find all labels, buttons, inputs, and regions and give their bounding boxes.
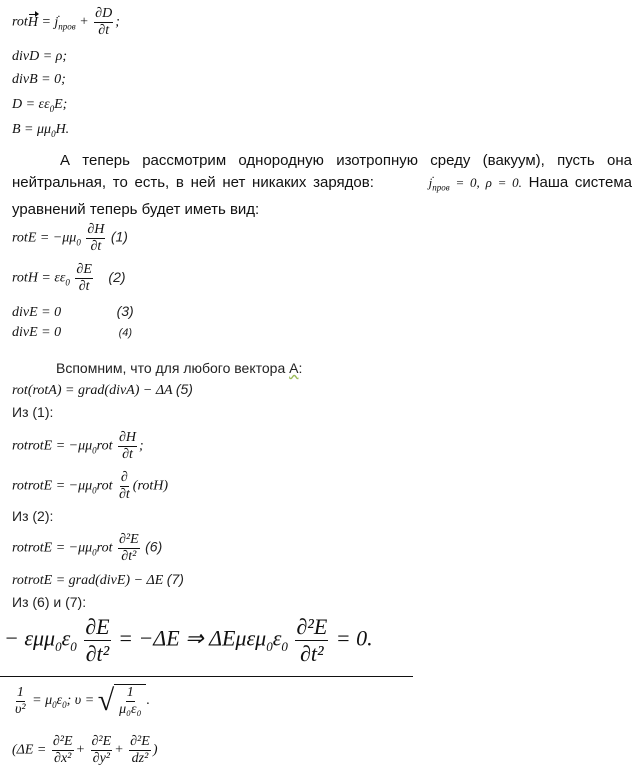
d2-dy2 [91,734,113,767]
equation-number: (7) [166,571,184,587]
subscript: 0 [92,547,97,558]
derivation-step-2 [12,470,168,503]
derivation-step-1 [12,430,144,463]
subscript: 0 [76,237,81,248]
equation-number: (5) [175,381,193,397]
d2-dx2 [52,734,74,767]
equation-number: (2) [108,268,126,285]
rot-h-paren: (rotH) [132,478,169,494]
fraction-numerator: 1 [16,684,24,700]
d-equation: D = εε [12,97,50,112]
fraction-numerator: ∂E [85,614,110,639]
equation-3 [12,303,134,321]
from-1-label [12,404,53,420]
fraction-numerator: ∂ [120,470,128,485]
fraction-numerator: 1 [126,685,134,700]
fraction-denominator: ∂t [118,487,130,502]
equation-number: (3) [116,303,134,319]
fraction-denominator: υ² [15,701,26,717]
equals-sign: = [41,14,51,30]
j-subscript: пров [58,21,76,32]
equation-4 [12,325,132,341]
j-current: . j [54,15,58,31]
separator-rule [0,676,413,677]
maxwell-div-b [12,72,66,88]
step3-fraction [118,532,140,565]
fraction-denominator: ∂x² [54,751,72,766]
b-equation: B = μμ [12,122,52,137]
fraction-denominator: dz² [131,751,149,766]
fraction-numerator: ∂H [87,222,105,237]
subscript: 0 [49,103,55,114]
speed-semi: ; υ = [66,693,95,709]
fraction-denominator: ∂t [90,239,102,254]
step1-fraction [118,430,137,463]
step2-lhs: rotrotE = −μμ [12,478,93,494]
eq2-fraction [75,262,92,295]
fraction-denominator: ∂t² [85,641,110,666]
vector-identity-intro [56,360,302,376]
eq1-lhs: rotE = −μμ [12,230,77,246]
maxwell-d-eq [12,97,67,114]
vector-a-label: А [289,360,299,376]
eq2-lhs: rotH = εε [12,270,66,286]
fraction-numerator: ∂E [76,262,92,277]
vector-identity-formula [12,381,193,399]
subscript: 0 [55,638,62,654]
equation-number: (4) [118,327,133,339]
derivation-step-3 [12,532,162,565]
maxwell-b-eq [12,122,69,139]
j-subscript: пров [432,182,450,193]
subscript: 0 [281,638,288,654]
wave-middle: = −ΔE ⇒ ΔEμεμ [118,625,267,651]
period: . [146,693,150,709]
subscript: 0 [51,128,56,139]
equation-number: (1) [110,228,128,245]
intro-text: Вспомним, что для любого вектора [56,360,290,376]
laplacian-open: (ΔE = [12,742,47,758]
subscript: 0 [266,638,273,654]
subscript: 0 [92,485,97,496]
h-vector: H [27,14,38,30]
step1-lhs: rotrotE = −μμ [12,438,93,454]
fraction-numerator: ∂²E [118,532,139,547]
subscript: 0 [65,277,70,288]
subscript: 0 [92,445,97,456]
fraction-numerator: ∂²E [91,734,112,749]
wave-end: = 0. [335,625,373,651]
fraction-numerator: ∂²E [296,614,328,639]
div-b-equation: divB = 0; [12,72,66,87]
epsilon: ε [272,625,282,651]
wave-lhs: − εμμ [4,625,56,651]
d2-dz2 [129,734,151,767]
fraction-numerator: ∂²E [130,734,150,749]
semicolon: ; [115,14,120,30]
subscript: 0 [62,700,67,711]
speed-relation [12,684,150,718]
from-6-7-label [12,594,86,610]
fraction-denominator: ∂t [122,447,133,462]
j-current: . j [381,172,433,194]
one-over-v-squared [14,685,27,718]
fraction-numerator: ∂H [118,430,136,445]
maxwell-div-d [12,49,67,65]
epsilon: ε [56,693,63,709]
wave-equation [4,614,373,667]
step2-fraction [118,470,131,503]
wave-fraction-1 [84,614,110,667]
epsilon: ε [61,625,71,651]
laplacian-expansion: (ΔE = $\frac{\text{∂²E}}{\text{∂x²}}$ + $\frac{\text{∂²E}}{\text{∂y²}}$ + $\frac{\text{∂²E}}{\text{dz²}}$ ) [12,734,158,766]
equation-1 [12,222,128,255]
rot-label: rot [96,438,113,454]
fraction-denominator: ∂t² [121,549,137,564]
condition-rest: = 0, ρ = 0. [449,175,522,190]
semicolon: ; [139,438,144,454]
step3-lhs: rotrotE = −μμ [12,540,93,556]
sqrt-fraction [118,685,142,718]
d-equation-end: E; [54,97,68,112]
radical-sign: √ [97,684,115,717]
fraction-numerator: ∂²E [52,734,73,749]
rot-label: rot [96,478,113,494]
maxwell-rot-h [12,6,120,39]
sqrt-expression [98,684,147,718]
plus-sign: + [79,14,89,30]
from-1-text: Из (1): [12,404,54,420]
b-equation-end: H. [55,122,70,137]
fraction-denominator: ∂t [98,23,110,38]
subscript: 0 [52,700,57,711]
paragraph-tail: Наша система уравнений теперь будет иметь вид: [12,174,633,218]
dd-dt-fraction [94,6,113,39]
paragraph-text: А теперь рассмотрим однородную изотропную среду (вакуум), пусть она нейтральная, то есть, в ней нет никаких зарядов: [12,152,632,191]
fraction-denominator: μ₀ε₀ [119,702,142,717]
equation-2 [12,262,126,295]
fraction-denominator: ∂t [78,279,90,294]
vacuum-paragraph [12,150,632,221]
equation-number: (6) [145,538,163,555]
rot-label: rot [12,14,28,30]
fraction-denominator: ∂t² [300,641,324,666]
derivation-step-4 [12,571,184,589]
step4-formula: rotrotE = grad(divE) − ΔE [12,573,164,588]
eq3-text: divE = 0 [12,305,62,320]
div-d-equation: divD = ρ; [12,49,68,64]
fraction-numerator: ∂D [95,6,113,21]
wave-fraction-2 [295,614,328,667]
subscript: 0 [70,638,77,654]
identity-formula: rot(rotA) = grad(divA) − ΔA [12,383,173,398]
from-6-7-text: Из (6) и (7): [12,594,87,610]
fraction-denominator: ∂y² [92,751,111,766]
laplacian-close: ) [152,742,158,758]
eq4-text: divE = 0 [12,325,62,340]
eq1-fraction [86,222,105,255]
from-2-text: Из (2): [12,508,54,524]
rot-label: rot [96,540,113,556]
from-2-label [12,508,53,524]
speed-eq: = μ [32,693,53,709]
colon: : [298,360,303,376]
